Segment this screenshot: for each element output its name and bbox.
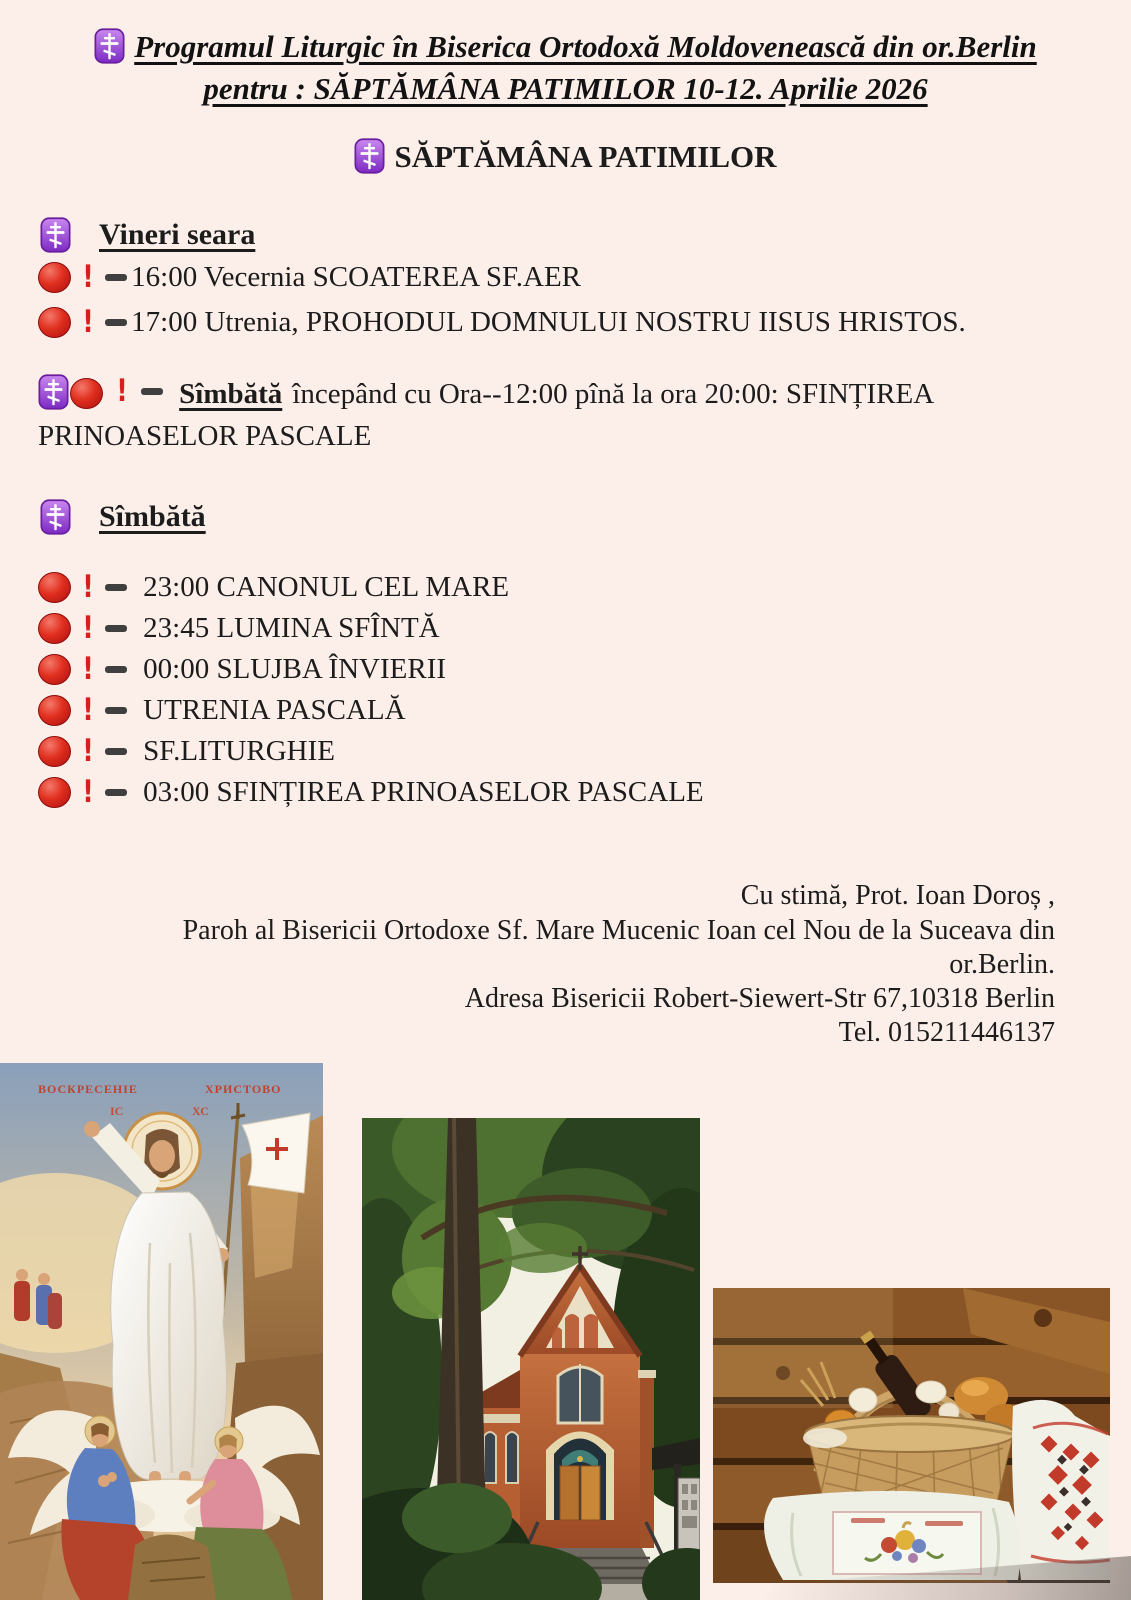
dash-icon (105, 666, 127, 673)
red-circle-icon (38, 736, 71, 767)
orthodox-cross-icon (40, 217, 71, 253)
list-item-text: 03:00 SFINȚIREA PRINOASELOR PASCALE (143, 776, 704, 809)
icon-caption-left: ВОСКРЕСЕНІЕ (38, 1082, 138, 1096)
exclamation-icon: ! (82, 304, 94, 341)
subtitle (0, 138, 1131, 175)
dash-icon (141, 388, 163, 395)
red-circle-icon (38, 262, 71, 293)
exclamation-icon: ! (82, 259, 94, 296)
list-item-text: 23:45 LUMINA SFÎNTĂ (143, 612, 440, 645)
list-item (38, 649, 1131, 690)
red-circle-icon (38, 572, 71, 603)
icon-caption-right: ХРИСТОВО (205, 1082, 282, 1096)
red-circle-icon (38, 307, 71, 338)
list-item (38, 257, 1131, 298)
signature-line: or.Berlin. (949, 948, 1055, 980)
saturday-note (38, 373, 1011, 457)
red-circle-icon (70, 378, 103, 409)
page-title (0, 0, 1131, 110)
signature-line: Tel. 015211446137 (838, 1017, 1055, 1049)
subtitle-text: SĂPTĂMÂNA PATIMILOR (394, 139, 777, 175)
red-circle-icon (38, 777, 71, 808)
icon-xc-label: ХС (192, 1104, 209, 1118)
exclamation-icon: ! (82, 733, 94, 770)
exclamation-icon: ! (116, 373, 128, 410)
signature-block (0, 879, 1131, 1050)
exclamation-icon: ! (82, 692, 94, 729)
dash-icon (105, 789, 127, 796)
list-item-text: 16:00 Vecernia SCOATEREA SF.AER (131, 261, 582, 294)
dash-icon (105, 274, 127, 281)
orthodox-cross-icon (40, 499, 71, 535)
orthodox-cross-icon (354, 138, 385, 174)
signature-line: Paroh al Bisericii Ortodoxe Sf. Mare Mucenic Ioan cel Nou de la Suceava din (182, 914, 1055, 946)
red-circle-icon (38, 654, 71, 685)
exclamation-icon: ! (82, 651, 94, 688)
resurrection-icon-image (0, 1063, 323, 1600)
saturday-list (0, 567, 1131, 813)
list-item (38, 731, 1131, 772)
easter-basket-photo (713, 1288, 1110, 1583)
exclamation-icon: ! (82, 774, 94, 811)
exclamation-icon: ! (82, 569, 94, 606)
dash-icon (105, 748, 127, 755)
list-item-text: 00:00 SLUJBA ÎNVIERII (143, 653, 447, 686)
list-item (38, 608, 1131, 649)
dash-icon (105, 319, 127, 326)
list-item (38, 302, 1131, 343)
friday-heading (40, 217, 1131, 253)
title-line-2 (0, 68, 1131, 110)
list-item (38, 690, 1131, 731)
title-text-1: Programul Liturgic în Biserica Ortodoxă Moldovenească din or.Berlin (134, 29, 1037, 64)
dash-icon (105, 707, 127, 714)
list-item (38, 567, 1131, 608)
title-line-1 (0, 26, 1131, 68)
list-item (38, 772, 1131, 813)
signature-line: Cu stimă, Prot. Ioan Doroș , (740, 880, 1055, 912)
saturday-note-text-1: începând cu Ora--12:00 pînă la ora 20:00: SFINȚIREA (292, 378, 935, 411)
exclamation-icon: ! (82, 610, 94, 647)
dash-icon (105, 584, 127, 591)
list-item-text: UTRENIA PASCALĂ (143, 694, 406, 727)
title-text-2: pentru : SĂPTĂMÂNA PATIMILOR 10-12. Aprilie 2026 (203, 71, 928, 107)
list-item-text: 17:00 Utrenia, PROHODUL DOMNULUI NOSTRU IISUS HRISTOS. (131, 306, 966, 339)
list-item-text: SF.LITURGHIE (143, 735, 335, 768)
red-circle-icon (38, 613, 71, 644)
list-item-text: 23:00 CANONUL CEL MARE (143, 571, 510, 604)
signature-line: Adresa Bisericii Robert-Siewert-Str 67,10318 Berlin (464, 982, 1055, 1014)
saturday-note-text-2: PRINOASELOR PASCALE (38, 420, 372, 453)
saturday-heading-label: Sîmbătă (99, 500, 206, 534)
orthodox-cross-icon (38, 374, 69, 410)
red-circle-icon (38, 695, 71, 726)
icon-ic-label: ІС (110, 1104, 124, 1118)
friday-heading-label: Vineri seara (99, 218, 256, 252)
dash-icon (105, 625, 127, 632)
saturday-heading (40, 499, 1131, 535)
orthodox-cross-icon (94, 28, 125, 64)
church-photo (362, 1118, 700, 1600)
saturday-note-heading: Sîmbătă (179, 378, 283, 411)
